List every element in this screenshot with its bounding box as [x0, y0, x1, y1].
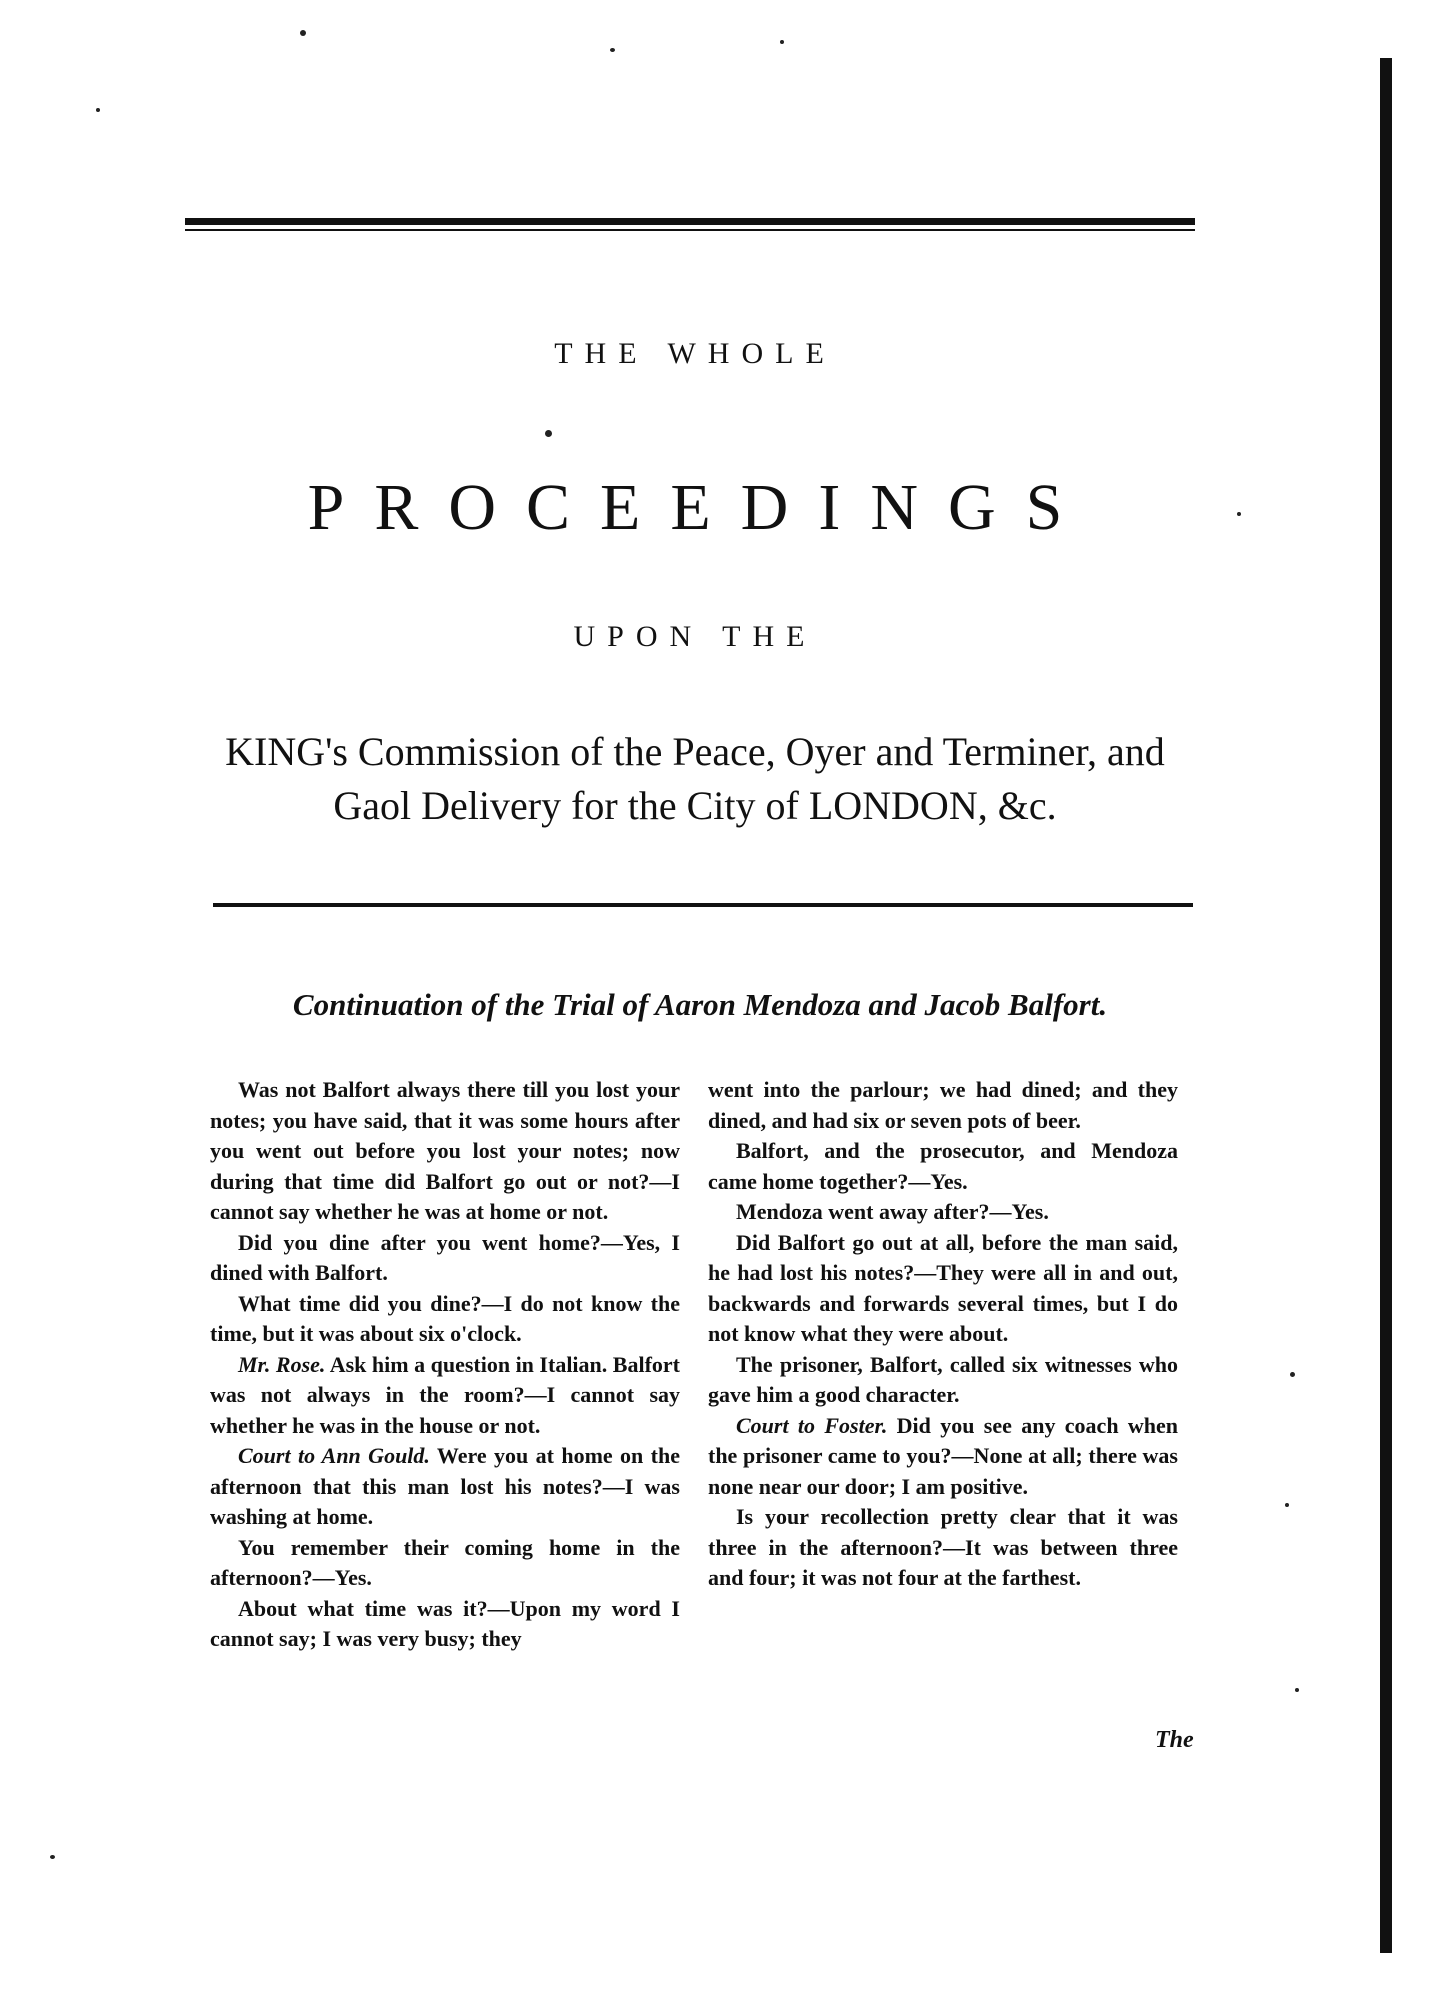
top-rule-thin: [185, 229, 1195, 231]
scan-speck: [610, 48, 615, 52]
subtitle-line-2: Gaol Delivery for the City of LONDON, &c.: [333, 783, 1057, 828]
left-para-7: About what time was it?—Upon my word I cannot say; I was very busy; they: [210, 1595, 680, 1651]
title-the-whole: THE WHOLE: [554, 337, 836, 370]
scan-speck: [1237, 512, 1241, 516]
left-para-4: Mr. Rose. Ask him a question in Italian. Balfort was not always in the room?—I cannot say whether he was in the house or not.: [210, 1351, 680, 1438]
right-para-6: Court to Foster. Did you see any coach when the prisoner came to you?—None at all; there was none near our door; I am positive.: [708, 1412, 1179, 1499]
right-para-2: Balfort, and the prosecutor, and Mendoza came home together?—Yes.: [708, 1138, 1178, 1194]
scan-speck: [545, 430, 552, 437]
right-column: [708, 1075, 1178, 1594]
scan-speck: [1285, 1503, 1289, 1507]
title-proceedings: PROCEEDINGS: [307, 471, 1093, 544]
left-para-3: What time did you dine?—I do not know the time, but it was about six o'clock.: [210, 1290, 680, 1346]
section-heading: Continuation of the Trial of Aaron Mendoza and Jacob Balfort.: [292, 987, 1108, 1022]
scan-speck: [50, 1855, 55, 1859]
scan-speck: [300, 30, 306, 36]
left-para-1: Was not Balfort always there till you lost your notes; you have said, that it was some hours after you went out before you lost your notes; now during that time did Balfort go out or not?—I cannot say whether he was at home or not.: [210, 1077, 680, 1224]
middle-rule: [213, 903, 1193, 907]
right-para-1: went into the parlour; we had dined; and they dined, and had six or seven pots of beer.: [708, 1077, 1178, 1133]
right-para-4: Did Balfort go out at all, before the man said, he had lost his notes?—They were all in and out, backwards and forwards several times, but I do not know what they were about.: [708, 1229, 1178, 1346]
subtitle-line-1: KING's Commission of the Peace, Oyer and Terminer, and: [225, 729, 1165, 774]
catchword: The: [1155, 1727, 1194, 1753]
scan-speck: [1290, 1372, 1295, 1377]
top-rule: [185, 218, 1195, 225]
scan-speck: [96, 108, 100, 112]
right-para-5: The prisoner, Balfort, called six witnesses who gave him a good character.: [708, 1351, 1178, 1407]
left-column: [210, 1075, 680, 1655]
left-para-5: Court to Ann Gould. Were you at home on the afternoon that this man lost his notes?—I was washing at home.: [210, 1443, 680, 1529]
page-edge-bar: [1380, 58, 1392, 1953]
right-para-7: Is your recollection pretty clear that it was three in the afternoon?—It was between three and four; it was not four at the farthest.: [708, 1504, 1178, 1590]
left-para-6: You remember their coming home in the afternoon?—Yes.: [210, 1534, 680, 1590]
title-upon-the: UPON THE: [573, 620, 817, 653]
scan-speck: [1295, 1688, 1299, 1692]
right-para-3: Mendoza went away after?—Yes.: [736, 1199, 1049, 1224]
scan-speck: [780, 40, 784, 44]
left-para-2: Did you dine after you went home?—Yes, I dined with Balfort.: [210, 1229, 680, 1285]
